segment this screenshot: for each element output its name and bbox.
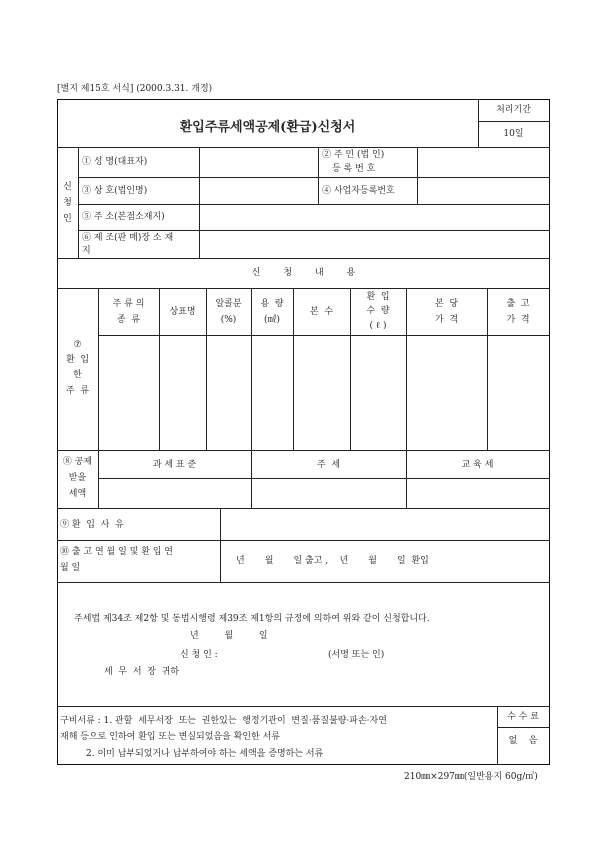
col-qty-1: 환 입: [366, 292, 390, 302]
divider: [78, 147, 79, 258]
col-unit-price-2: 가 격: [434, 315, 459, 325]
resident-label-1: ② 주 민 (법 인): [322, 150, 385, 160]
col-type-1: 주 류 의: [112, 299, 145, 309]
divider: [57, 540, 550, 541]
applicant-side-2: 청: [63, 198, 72, 208]
applicant-sign-label: 신 청 인 :: [180, 650, 218, 660]
form-title: 환입주류세액공제(환급)신청서: [179, 120, 356, 135]
fee-label: 수 수 료: [507, 712, 539, 722]
cell-count[interactable]: [294, 336, 349, 449]
cell-release-price[interactable]: [488, 336, 548, 449]
address-label: ⑤ 주 소(본점소재지): [82, 212, 165, 222]
divider: [318, 147, 319, 204]
cell-volume[interactable]: [252, 336, 292, 449]
liquor-tax-field[interactable]: [252, 479, 405, 507]
border-top: [57, 99, 550, 100]
col-type-2: 종 류: [116, 315, 141, 325]
col-education-tax: 교 육 세: [461, 460, 494, 470]
col-liquor-tax: 주 세: [316, 460, 341, 470]
name-label: ① 성 명(대표자): [82, 157, 148, 167]
attachments-line-2: 재해 등으로 인하여 환입 또는 변실되었음을 확인한 서류: [60, 732, 280, 742]
divider: [57, 706, 550, 707]
dates-value[interactable]: 년 월 일 출고 , 년 월 일 환입: [236, 556, 429, 566]
addressee: 세 무 서 장 귀하: [104, 667, 180, 677]
returned-side-2: 환 입: [65, 355, 90, 365]
applicant-side-3: 인: [63, 214, 72, 224]
col-tax-base: 과 세 표 준: [152, 460, 197, 470]
applicant-side-1: 신: [63, 182, 72, 192]
border-bottom: [57, 764, 550, 765]
education-tax-field[interactable]: [407, 479, 548, 507]
col-qty-2: 수 량: [366, 306, 390, 316]
dates-label-2: 월 일: [60, 563, 81, 573]
tax-base-field[interactable]: [99, 479, 250, 507]
divider: [497, 727, 549, 728]
returned-side-1: ⑦: [73, 340, 82, 350]
col-alcohol-2: (%): [220, 315, 237, 325]
address-field[interactable]: [200, 205, 548, 229]
bizno-label: ④ 사업자등록번호: [322, 186, 395, 196]
cell-qty[interactable]: [351, 336, 405, 449]
form-reference: [별지 제15호 서식] (2000.3.31. 개정): [57, 84, 213, 94]
attachments-line-3: 2. 이미 납부되었거나 납부하여야 하는 세액을 증명하는 서류: [86, 749, 324, 759]
processing-label: 처리기간: [496, 105, 531, 115]
col-unit-price-1: 본 당: [434, 299, 459, 309]
deduction-label-2: 받을: [68, 473, 87, 483]
reason-field[interactable]: [221, 509, 548, 539]
attachments-line-1: 구비서류 : 1. 관할 세무서장 또는 권한있는 행정기관이 변질·품질불량·파손·자연: [60, 716, 387, 726]
company-field[interactable]: [200, 178, 317, 203]
fee-value: 없 음: [508, 736, 538, 746]
returned-side-4: 주 류: [65, 386, 90, 396]
dates-label-1: ⑩ 출 고 연 월 일 및 환 입 연: [60, 547, 173, 557]
divider: [57, 288, 550, 289]
name-field[interactable]: [200, 148, 317, 176]
processing-value: 10일: [503, 129, 524, 139]
col-alcohol-1: 알콜분: [215, 299, 242, 309]
signature-placeholder[interactable]: (서명 또는 인): [328, 650, 385, 660]
cell-unit-price[interactable]: [407, 336, 486, 449]
col-volume-1: 용 량: [260, 299, 284, 309]
bizno-field[interactable]: [418, 178, 548, 203]
deduction-label-1: ⑧ 공제: [62, 457, 93, 467]
divider: [57, 450, 550, 451]
reason-label: ⑨ 환 입 사 유: [60, 520, 124, 530]
resident-label-2: 등 록 번 호: [332, 164, 376, 174]
factory-label-2: 지: [82, 246, 91, 256]
factory-field[interactable]: [200, 231, 548, 257]
col-release-price-1: 출 고: [506, 299, 530, 309]
cell-brand[interactable]: [160, 336, 205, 449]
cell-alcohol[interactable]: [207, 336, 250, 449]
factory-label-1: ⑥ 제 조(판 매)장 소 재: [82, 233, 174, 243]
divider: [57, 258, 550, 259]
col-count: 본 수: [309, 307, 334, 317]
cell-type[interactable]: [99, 336, 158, 449]
section-header: 신 청 내 용: [251, 268, 356, 278]
declaration-date: 년 월 일: [190, 631, 268, 641]
paper-spec: 210㎜×297㎜(일반용지 60g/㎡): [404, 772, 538, 782]
col-release-price-2: 가 격: [506, 315, 530, 325]
deduction-label-3: 세액: [68, 489, 87, 499]
divider: [57, 582, 550, 583]
border-right: [549, 99, 550, 765]
divider: [478, 121, 549, 122]
col-qty-3: ( ℓ ): [369, 321, 387, 331]
returned-side-3: 한: [73, 370, 82, 380]
resident-number-field[interactable]: [418, 148, 548, 176]
col-brand: 상표명: [169, 307, 196, 317]
declaration-statement: 주세법 제34조 제2항 및 동법시행령 제39조 제1항의 규정에 의하여 위와 같이 신청합니다.: [74, 614, 430, 624]
company-label: ③ 상 호(법인명): [82, 186, 148, 196]
col-volume-2: (㎖): [263, 315, 281, 325]
